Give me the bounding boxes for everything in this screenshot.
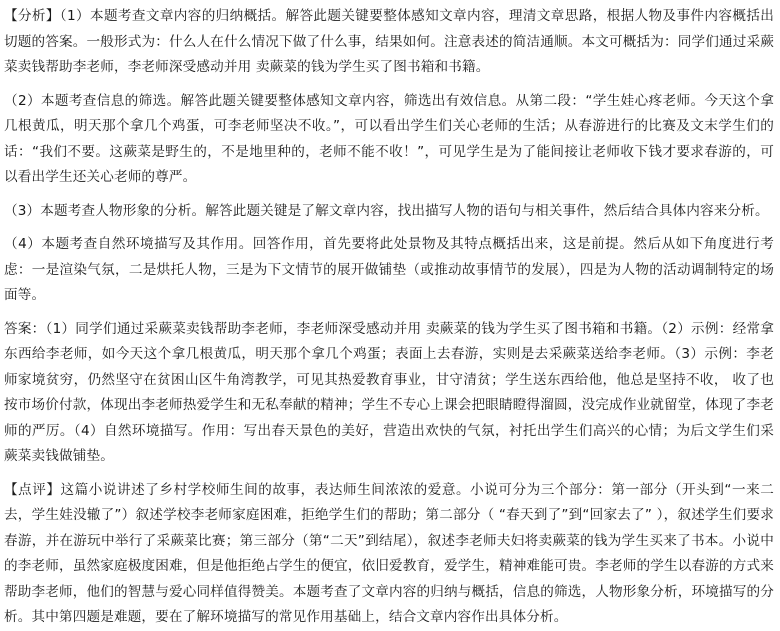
- analysis-part-2: （2）本题考查信息的筛选。解答此题关键要整体感知文章内容，筛选出有效信息。从第二段：“学生娃心疼老师。今天这个拿几根黄瓜，明天那个拿几个鸡蛋，可李老师坚决不收。”，可以看出学生们关心老师的生活；从春游进行的比赛及文末学生们的话：“我们不要。这蕨菜是野生的，不是地里种的，老师不能不收！”，可见学生是为了能间接让老师收下钱才要求春游的，可以看出学生还关心老师的尊严。: [4, 92, 774, 185]
- answer-paragraph: 答案：（1）同学们通过采蕨菜卖钱帮助李老师，李老师深受感动并用 卖蕨菜的钱为学生买了图书箱和书籍。（2）示例：经常拿东西给李老师，如今天这个拿几根黄瓜，明天那个拿几个鸡蛋；表面上去春游，实则是去采蕨菜送给李老师。（3）示例：李老师家境贫穷，仍然坚守在贫困山区牛角湾教学，可见其热爱教育事业，甘守清贫；学生送东西给他，他总是坚持不收， 收了也按市场价付款，体现出李老师热爱学生和无私奉献的精神；学生不专心上课会把眼睛瞪得溜圆，没完成作业就留堂，体现了李老师的严厉。（4）自然环境描写。作用：写出春天景色的美好，营造出欢快的气氛，衬托出学生们高兴的心情；为后文学生们采蕨菜卖钱做铺垫。: [4, 320, 774, 464]
- analysis-part-3: （3）本题考查人物形象的分析。解答此题关键是了解文章内容，找出描写人物的语句与相关事件，然后结合具体内容来分析。: [4, 202, 769, 219]
- analysis-part-1: 【分析】（1）本题考查文章内容的归纳概括。解答此题关键要整体感知文章内容，理清文章思路，根据人物及事件内容概括出切题的答案。一般形式为：什么人在什么情况下做了什么事，结果如何。注意表述的简洁通顺。本文可概括为：同学们通过采蕨菜卖钱帮助李老师，李老师深受感动并用 卖蕨菜的钱为学生买了图书箱和书籍。: [4, 8, 774, 75]
- comment-paragraph: 【点评】这篇小说讲述了乡村学校师生间的故事，表达师生间浓浓的爱意。小说可分为三个部分：第一部分（开头到“一来二去，学生娃没辙了”）叙述学校李老师家庭困难，拒绝学生们的帮助；第二部分（ “春天到了”到“回家去了” ），叙述学生们要求春游，并在游玩中举行了采蕨菜比赛；第三部分（第“二天”到结尾），叙述李老师夫妇将卖蕨菜的钱为学生买来了书本。小说中的李老师，虽然家庭极度困难，但是他拒绝占学生的便宜，依旧爱教育，爱学生，精神难能可贵。李老师的学生以春游的方式来帮助李老师，他们的智慧与爱心同样值得赞美。本题考查了文章内容的归纳与概括，信息的筛选，人物形象分析，环境描写的分析。其中第四题是难题，要在了解环境描写的常见作用基础上，结合文章内容作出具体分析。: [4, 481, 774, 625]
- analysis-part-4: （4）本题考查自然环境描写及其作用。回答作用，首先要将此处景物及其特点概括出来，这是前提。然后从如下角度进行考虑：一是渲染气氛，二是烘托人物，三是为下文情节的展开做铺垫（或推动故事情节的发展），四是为人物的活动调制特定的场面等。: [4, 236, 774, 303]
